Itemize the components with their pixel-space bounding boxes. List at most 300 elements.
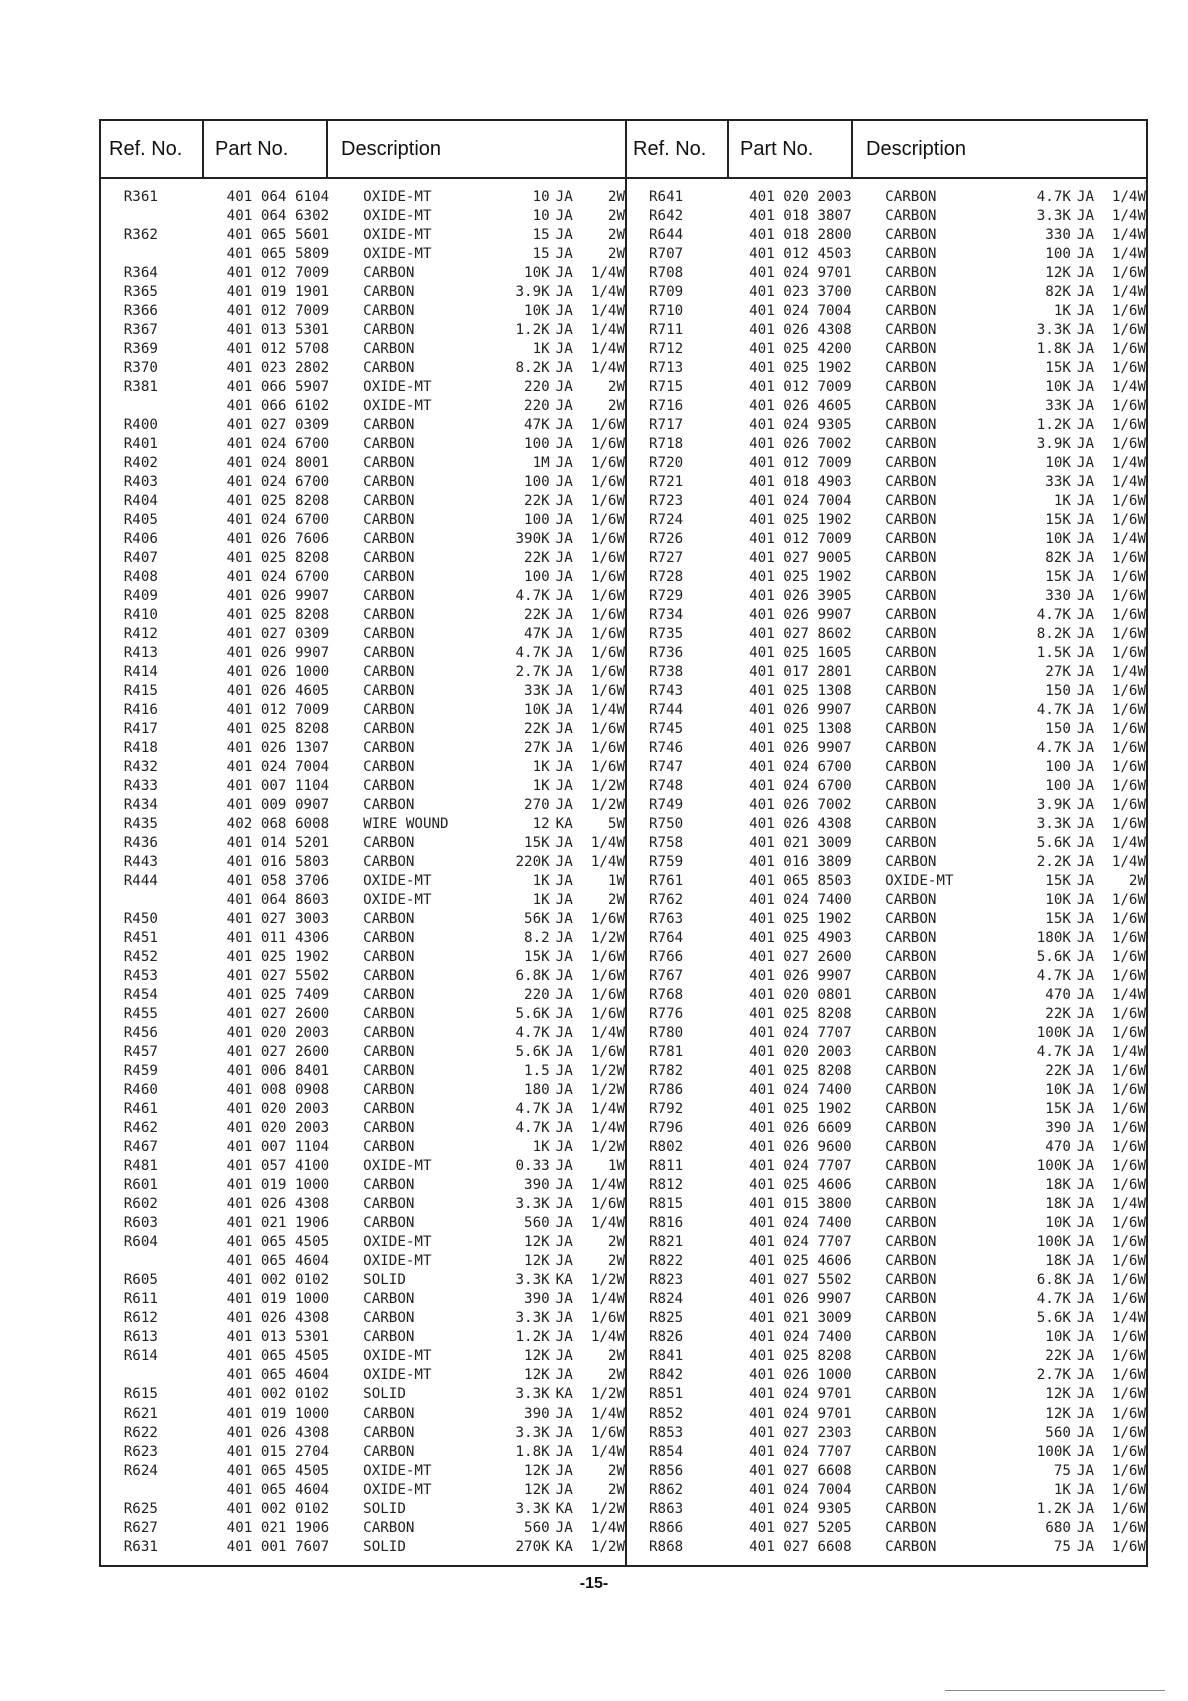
cell-tolerance: JA <box>1076 1519 1095 1536</box>
table-row <box>625 225 1146 244</box>
cell-part-no: 401 026 9907 <box>749 739 852 756</box>
table-row <box>625 1195 1146 1214</box>
cell-ref-no: R612 <box>123 1310 158 1327</box>
cell-ref-no: R622 <box>123 1424 158 1441</box>
cell-tolerance: JA <box>555 435 573 452</box>
cell-part-no: 401 021 3009 <box>749 1310 852 1327</box>
cell-part-no: 401 025 8208 <box>226 720 330 737</box>
table-row <box>101 1062 625 1081</box>
cell-ref-no: R727 <box>648 549 684 566</box>
cell-type: CARBON <box>885 892 937 909</box>
cell-value: 390 <box>524 1405 550 1422</box>
cell-tolerance: JA <box>1076 644 1095 661</box>
cell-type: CARBON <box>363 797 415 813</box>
cell-value: 18K <box>1045 1253 1071 1270</box>
cell-value: 100K <box>1036 1025 1071 1042</box>
cell-part-no: 401 024 7400 <box>749 1082 852 1099</box>
cell-part-no: 401 016 5803 <box>226 854 330 871</box>
cell-value: 1.2K <box>515 321 550 338</box>
table-row <box>101 1214 625 1233</box>
cell-type: CARBON <box>885 1253 937 1270</box>
cell-type: CARBON <box>363 606 415 623</box>
parts-list-table <box>99 119 1148 1567</box>
cell-part-no: 401 024 7004 <box>226 758 330 775</box>
cell-ref-no: R644 <box>648 226 684 243</box>
cell-tolerance: JA <box>1076 549 1095 566</box>
cell-tolerance: JA <box>1076 283 1095 300</box>
cell-wattage: 2W <box>607 226 625 243</box>
table-row <box>101 719 625 738</box>
cell-part-no: 401 026 9907 <box>749 606 852 623</box>
cell-value: 220 <box>524 397 550 414</box>
cell-ref-no: R412 <box>123 625 158 642</box>
cell-tolerance: JA <box>555 454 573 471</box>
cell-part-no: 401 066 6102 <box>226 397 330 414</box>
table-row <box>101 1328 625 1347</box>
cell-tolerance: JA <box>1076 188 1095 205</box>
cell-type: CARBON <box>363 968 415 985</box>
cell-type: CARBON <box>363 1215 415 1232</box>
cell-part-no: 401 019 1000 <box>226 1405 330 1422</box>
cell-value: 470 <box>1045 987 1071 1004</box>
cell-tolerance: JA <box>555 892 573 909</box>
cell-tolerance: JA <box>555 1044 573 1061</box>
cell-type: CARBON <box>363 473 415 490</box>
cell-type: CARBON <box>885 226 937 243</box>
header-description: Description <box>341 137 442 160</box>
cell-value: 5.6K <box>1036 835 1071 852</box>
cell-tolerance: JA <box>555 492 573 509</box>
cell-part-no: 401 019 1901 <box>226 283 330 300</box>
table-row <box>625 1309 1146 1328</box>
table-row <box>101 1290 625 1309</box>
cell-part-no: 401 025 7409 <box>226 987 330 1004</box>
cell-part-no: 401 023 2802 <box>226 359 330 376</box>
table-row <box>625 1214 1146 1233</box>
cell-part-no: 401 027 8602 <box>749 625 852 642</box>
cell-type: CARBON <box>363 739 415 756</box>
cell-type: CARBON <box>363 987 415 1004</box>
cell-value: 3.3K <box>1036 321 1071 338</box>
table-row <box>101 967 625 986</box>
cell-tolerance: JA <box>555 644 573 661</box>
cell-part-no: 401 020 2003 <box>226 1101 330 1118</box>
cell-part-no: 401 018 3807 <box>749 207 852 224</box>
cell-part-no: 401 027 0309 <box>226 416 330 433</box>
cell-part-no: 401 025 1902 <box>749 568 852 585</box>
cell-type: CARBON <box>363 1120 415 1137</box>
cell-ref-no: R450 <box>123 911 158 928</box>
cell-part-no: 401 024 7004 <box>749 302 852 319</box>
table-row <box>101 1499 625 1518</box>
cell-type: CARBON <box>363 1139 415 1156</box>
cell-tolerance: JA <box>1076 606 1095 623</box>
cell-value: 6.8K <box>515 968 550 985</box>
cell-ref-no: R768 <box>648 987 684 1004</box>
cell-type: CARBON <box>885 835 937 852</box>
cell-ref-no: R415 <box>123 682 158 699</box>
cell-part-no: 401 026 9907 <box>749 1291 852 1308</box>
cell-value: 470 <box>1045 1139 1071 1156</box>
cell-type: CARBON <box>363 701 415 718</box>
cell-ref-no: R718 <box>648 435 684 452</box>
cell-type: CARBON <box>885 987 937 1004</box>
cell-wattage: 1/2W <box>590 1082 625 1099</box>
table-row <box>101 282 625 301</box>
cell-part-no: 401 026 1000 <box>749 1367 852 1384</box>
table-row <box>625 948 1146 967</box>
cell-tolerance: JA <box>1076 835 1095 852</box>
cell-wattage: 1/6W <box>1111 264 1146 281</box>
cell-ref-no: R747 <box>648 758 684 775</box>
cell-wattage: 1/2W <box>590 1139 625 1156</box>
cell-wattage: 1/2W <box>590 1063 625 1080</box>
cell-ref-no: R766 <box>648 949 684 966</box>
cell-tolerance: JA <box>1076 968 1095 985</box>
cell-ref-no: R824 <box>648 1291 684 1308</box>
cell-value: 33K <box>524 682 550 699</box>
cell-tolerance: JA <box>555 1253 573 1270</box>
cell-type: OXIDE-MT <box>363 1367 432 1384</box>
table-row <box>101 206 625 225</box>
cell-value: 100 <box>524 473 550 490</box>
cell-type: CARBON <box>363 854 415 871</box>
cell-value: 390 <box>1045 1120 1071 1137</box>
cell-value: 4.7K <box>515 1025 550 1042</box>
table-row <box>101 757 625 776</box>
cell-ref-no: R707 <box>648 245 684 262</box>
cell-value: 27K <box>524 739 550 756</box>
cell-value: 82K <box>1045 549 1071 566</box>
cell-wattage: 1/4W <box>590 1291 625 1308</box>
table-row <box>101 586 625 605</box>
table-row <box>625 910 1146 929</box>
cell-ref-no: R433 <box>123 777 158 794</box>
cell-value: 1.2K <box>1036 416 1071 433</box>
cell-value: 10K <box>1045 1082 1071 1099</box>
cell-value: 2.7K <box>1036 1367 1071 1384</box>
table-row <box>101 1518 625 1537</box>
cell-wattage: 1/4W <box>590 359 625 376</box>
cell-wattage: 1/6W <box>1111 1234 1146 1251</box>
cell-type: OXIDE-MT <box>363 397 432 414</box>
cell-value: 10K <box>1045 378 1071 395</box>
cell-ref-no: R456 <box>123 1025 158 1042</box>
cell-type: CARBON <box>885 1234 937 1251</box>
cell-type: CARBON <box>363 549 415 566</box>
cell-tolerance: JA <box>1076 1272 1095 1289</box>
table-row <box>625 415 1146 434</box>
cell-value: 12K <box>524 1348 550 1365</box>
table-row <box>625 1537 1146 1556</box>
cell-ref-no: R407 <box>123 549 158 566</box>
cell-ref-no: R759 <box>648 854 684 871</box>
cell-wattage: 1/6W <box>1111 1291 1146 1308</box>
cell-wattage: 1/4W <box>590 340 625 357</box>
cell-tolerance: JA <box>555 701 573 718</box>
cell-tolerance: JA <box>1076 758 1095 775</box>
cell-part-no: 401 024 9305 <box>749 416 852 433</box>
cell-part-no: 401 024 7707 <box>749 1025 852 1042</box>
table-row <box>625 320 1146 339</box>
cell-tolerance: JA <box>1076 854 1095 871</box>
cell-value: 5.6K <box>1036 949 1071 966</box>
cell-tolerance: JA <box>555 1158 573 1175</box>
cell-tolerance: JA <box>555 1462 573 1479</box>
table-row <box>625 548 1146 567</box>
cell-value: 15K <box>1045 873 1071 890</box>
cell-ref-no: R728 <box>648 568 684 585</box>
cell-tolerance: JA <box>1076 568 1095 585</box>
cell-wattage: 1/6W <box>590 416 625 433</box>
cell-tolerance: JA <box>1076 1291 1095 1308</box>
cell-tolerance: JA <box>555 1443 573 1460</box>
cell-tolerance: JA <box>1076 1025 1095 1042</box>
table-row <box>625 1290 1146 1309</box>
table-row <box>101 1233 625 1252</box>
cell-tolerance: JA <box>555 1234 573 1251</box>
cell-type: CARBON <box>885 1462 937 1479</box>
cell-part-no: 401 014 5201 <box>226 835 330 852</box>
cell-type: CARBON <box>363 492 415 509</box>
cell-type: SOLID <box>363 1386 406 1403</box>
cell-type: CARBON <box>363 1063 415 1080</box>
cell-ref-no: R842 <box>648 1367 684 1384</box>
table-row <box>101 986 625 1005</box>
cell-value: 100 <box>1045 758 1071 775</box>
table-row <box>625 834 1146 853</box>
cell-value: 150 <box>1045 720 1071 737</box>
cell-wattage: 1/2W <box>590 1386 625 1403</box>
table-row <box>625 339 1146 358</box>
cell-ref-no: R408 <box>123 568 158 585</box>
cell-type: CARBON <box>363 283 415 300</box>
cell-tolerance: JA <box>555 1519 573 1536</box>
table-row <box>625 1271 1146 1290</box>
cell-wattage: 1/6W <box>1111 549 1146 566</box>
cell-ref-no: R621 <box>123 1405 158 1422</box>
cell-wattage: 1/4W <box>1111 530 1146 547</box>
cell-part-no: 401 065 4505 <box>226 1348 330 1365</box>
table-row <box>625 1328 1146 1347</box>
cell-type: CARBON <box>363 911 415 928</box>
cell-ref-no: R401 <box>123 435 158 452</box>
cell-tolerance: KA <box>555 1500 573 1517</box>
table-row <box>625 681 1146 700</box>
cell-tolerance: JA <box>1076 1386 1095 1403</box>
cell-value: 10K <box>524 264 550 281</box>
cell-tolerance: JA <box>555 587 573 604</box>
cell-value: 560 <box>1045 1424 1071 1441</box>
table-row <box>625 929 1146 948</box>
table-row <box>101 1138 625 1157</box>
cell-wattage: 1/6W <box>1111 606 1146 623</box>
table-row <box>625 1119 1146 1138</box>
cell-ref-no: R721 <box>648 473 684 490</box>
cell-part-no: 401 065 8503 <box>749 873 852 890</box>
cell-wattage: 1/6W <box>590 758 625 775</box>
cell-tolerance: JA <box>555 226 573 243</box>
cell-type: WIRE WOUND <box>363 816 449 833</box>
cell-type: CARBON <box>363 511 415 528</box>
cell-wattage: 1/4W <box>590 835 625 852</box>
table-row <box>101 548 625 567</box>
cell-wattage: 1/6W <box>1111 777 1146 794</box>
cell-type: CARBON <box>885 1025 937 1042</box>
table-row <box>101 776 625 795</box>
cell-ref-no: R410 <box>123 606 158 623</box>
cell-wattage: 1/6W <box>590 435 625 452</box>
cell-type: SOLID <box>363 1272 406 1289</box>
cell-tolerance: JA <box>1076 1443 1095 1460</box>
cell-type: CARBON <box>885 797 937 813</box>
table-row <box>101 1537 625 1556</box>
header-part-no: Part No. <box>204 121 328 177</box>
cell-tolerance: JA <box>555 245 573 262</box>
cell-type: CARBON <box>363 1424 415 1441</box>
cell-tolerance: JA <box>555 1063 573 1080</box>
cell-type: CARBON <box>885 1519 937 1536</box>
table-row <box>625 244 1146 263</box>
cell-part-no: 401 012 7009 <box>749 530 852 547</box>
cell-tolerance: JA <box>1076 1405 1095 1422</box>
cell-wattage: 1/4W <box>1111 226 1146 243</box>
cell-tolerance: JA <box>555 682 573 699</box>
cell-value: 1K <box>532 873 550 890</box>
cell-part-no: 401 020 2003 <box>749 188 852 205</box>
cell-tolerance: KA <box>555 816 573 833</box>
cell-value: 1K <box>532 777 550 794</box>
cell-ref-no: R749 <box>648 797 684 813</box>
cell-part-no: 401 025 8208 <box>749 1348 852 1365</box>
cell-value: 180K <box>1036 930 1071 947</box>
table-row <box>625 967 1146 986</box>
cell-part-no: 401 057 4100 <box>226 1158 330 1175</box>
cell-part-no: 401 002 0102 <box>226 1500 330 1517</box>
cell-wattage: 1/4W <box>590 1025 625 1042</box>
cell-value: 15K <box>1045 511 1071 528</box>
cell-part-no: 401 058 3706 <box>226 873 330 890</box>
cell-wattage: 1/4W <box>590 264 625 281</box>
table-row <box>101 1024 625 1043</box>
cell-value: 4.7K <box>515 644 550 661</box>
cell-type: CARBON <box>885 188 937 205</box>
cell-tolerance: JA <box>555 1082 573 1099</box>
cell-type: CARBON <box>363 340 415 357</box>
cell-ref-no: R625 <box>123 1500 158 1517</box>
cell-tolerance: JA <box>555 397 573 414</box>
cell-wattage: 1/6W <box>1111 701 1146 718</box>
cell-ref-no: R454 <box>123 987 158 1004</box>
cell-part-no: 401 026 9907 <box>749 701 852 718</box>
cell-value: 15K <box>524 835 550 852</box>
cell-tolerance: JA <box>555 473 573 490</box>
cell-type: CARBON <box>363 930 415 947</box>
cell-tolerance: JA <box>1076 720 1095 737</box>
cell-part-no: 401 025 4200 <box>749 340 852 357</box>
cell-type: CARBON <box>885 359 937 376</box>
cell-part-no: 401 012 7009 <box>749 378 852 395</box>
cell-type: CARBON <box>363 835 415 852</box>
cell-type: CARBON <box>885 245 937 262</box>
cell-ref-no: R461 <box>123 1101 158 1118</box>
table-row <box>625 472 1146 491</box>
table-row <box>101 510 625 529</box>
cell-type: CARBON <box>885 264 937 281</box>
table-row <box>101 1309 625 1328</box>
cell-value: 2.2K <box>1036 854 1071 871</box>
cell-part-no: 401 025 1308 <box>749 682 852 699</box>
cell-part-no: 401 012 4503 <box>749 245 852 262</box>
cell-tolerance: JA <box>1076 302 1095 319</box>
cell-type: CARBON <box>885 587 937 604</box>
cell-ref-no: R642 <box>648 207 684 224</box>
cell-ref-no: R712 <box>648 340 684 357</box>
cell-part-no: 401 024 7400 <box>749 1215 852 1232</box>
cell-ref-no: R614 <box>123 1348 158 1365</box>
cell-value: 0.33 <box>515 1158 550 1175</box>
cell-type: CARBON <box>885 720 937 737</box>
cell-wattage: 1/2W <box>590 1272 625 1289</box>
cell-ref-no: R780 <box>648 1025 684 1042</box>
left-rows <box>101 179 625 1556</box>
cell-wattage: 1/6W <box>1111 892 1146 909</box>
cell-tolerance: JA <box>1076 340 1095 357</box>
cell-value: 10K <box>1045 892 1071 909</box>
cell-part-no: 401 012 5708 <box>226 340 330 357</box>
cell-wattage: 1/4W <box>1111 454 1146 471</box>
table-row <box>101 948 625 967</box>
cell-wattage: 1W <box>607 1158 625 1175</box>
cell-value: 270K <box>515 1538 550 1555</box>
cell-type: CARBON <box>363 530 415 547</box>
cell-wattage: 1/6W <box>590 549 625 566</box>
cell-ref-no: R853 <box>648 1424 684 1441</box>
cell-type: CARBON <box>885 758 937 775</box>
cell-part-no: 401 023 3700 <box>749 283 852 300</box>
table-row <box>625 1081 1146 1100</box>
cell-wattage: 1/4W <box>1111 663 1146 680</box>
cell-wattage: 1/6W <box>1111 1025 1146 1042</box>
table-row <box>625 1024 1146 1043</box>
table-row <box>101 244 625 263</box>
cell-value: 33K <box>1045 473 1071 490</box>
table-row <box>625 1442 1146 1461</box>
cell-wattage: 1/6W <box>590 454 625 471</box>
cell-part-no: 401 065 5601 <box>226 226 330 243</box>
cell-type: CARBON <box>363 625 415 642</box>
cell-wattage: 2W <box>607 892 625 909</box>
cell-part-no: 401 025 4606 <box>749 1177 852 1194</box>
table-row <box>101 491 625 510</box>
table-row <box>101 891 625 910</box>
cell-ref-no: R815 <box>648 1196 684 1213</box>
cell-value: 1.5K <box>1036 644 1071 661</box>
cell-wattage: 1/6W <box>590 911 625 928</box>
cell-tolerance: JA <box>1076 797 1095 813</box>
cell-tolerance: JA <box>555 302 573 319</box>
cell-part-no: 401 019 1000 <box>226 1291 330 1308</box>
cell-type: CARBON <box>885 340 937 357</box>
cell-ref-no: R381 <box>123 378 158 395</box>
cell-type: CARBON <box>885 1215 937 1232</box>
cell-value: 15 <box>532 226 550 243</box>
cell-part-no: 401 018 4903 <box>749 473 852 490</box>
cell-wattage: 1/4W <box>590 1101 625 1118</box>
cell-value: 5.6K <box>515 1006 550 1023</box>
cell-type: CARBON <box>363 454 415 471</box>
cell-value: 3.3K <box>515 1424 550 1441</box>
